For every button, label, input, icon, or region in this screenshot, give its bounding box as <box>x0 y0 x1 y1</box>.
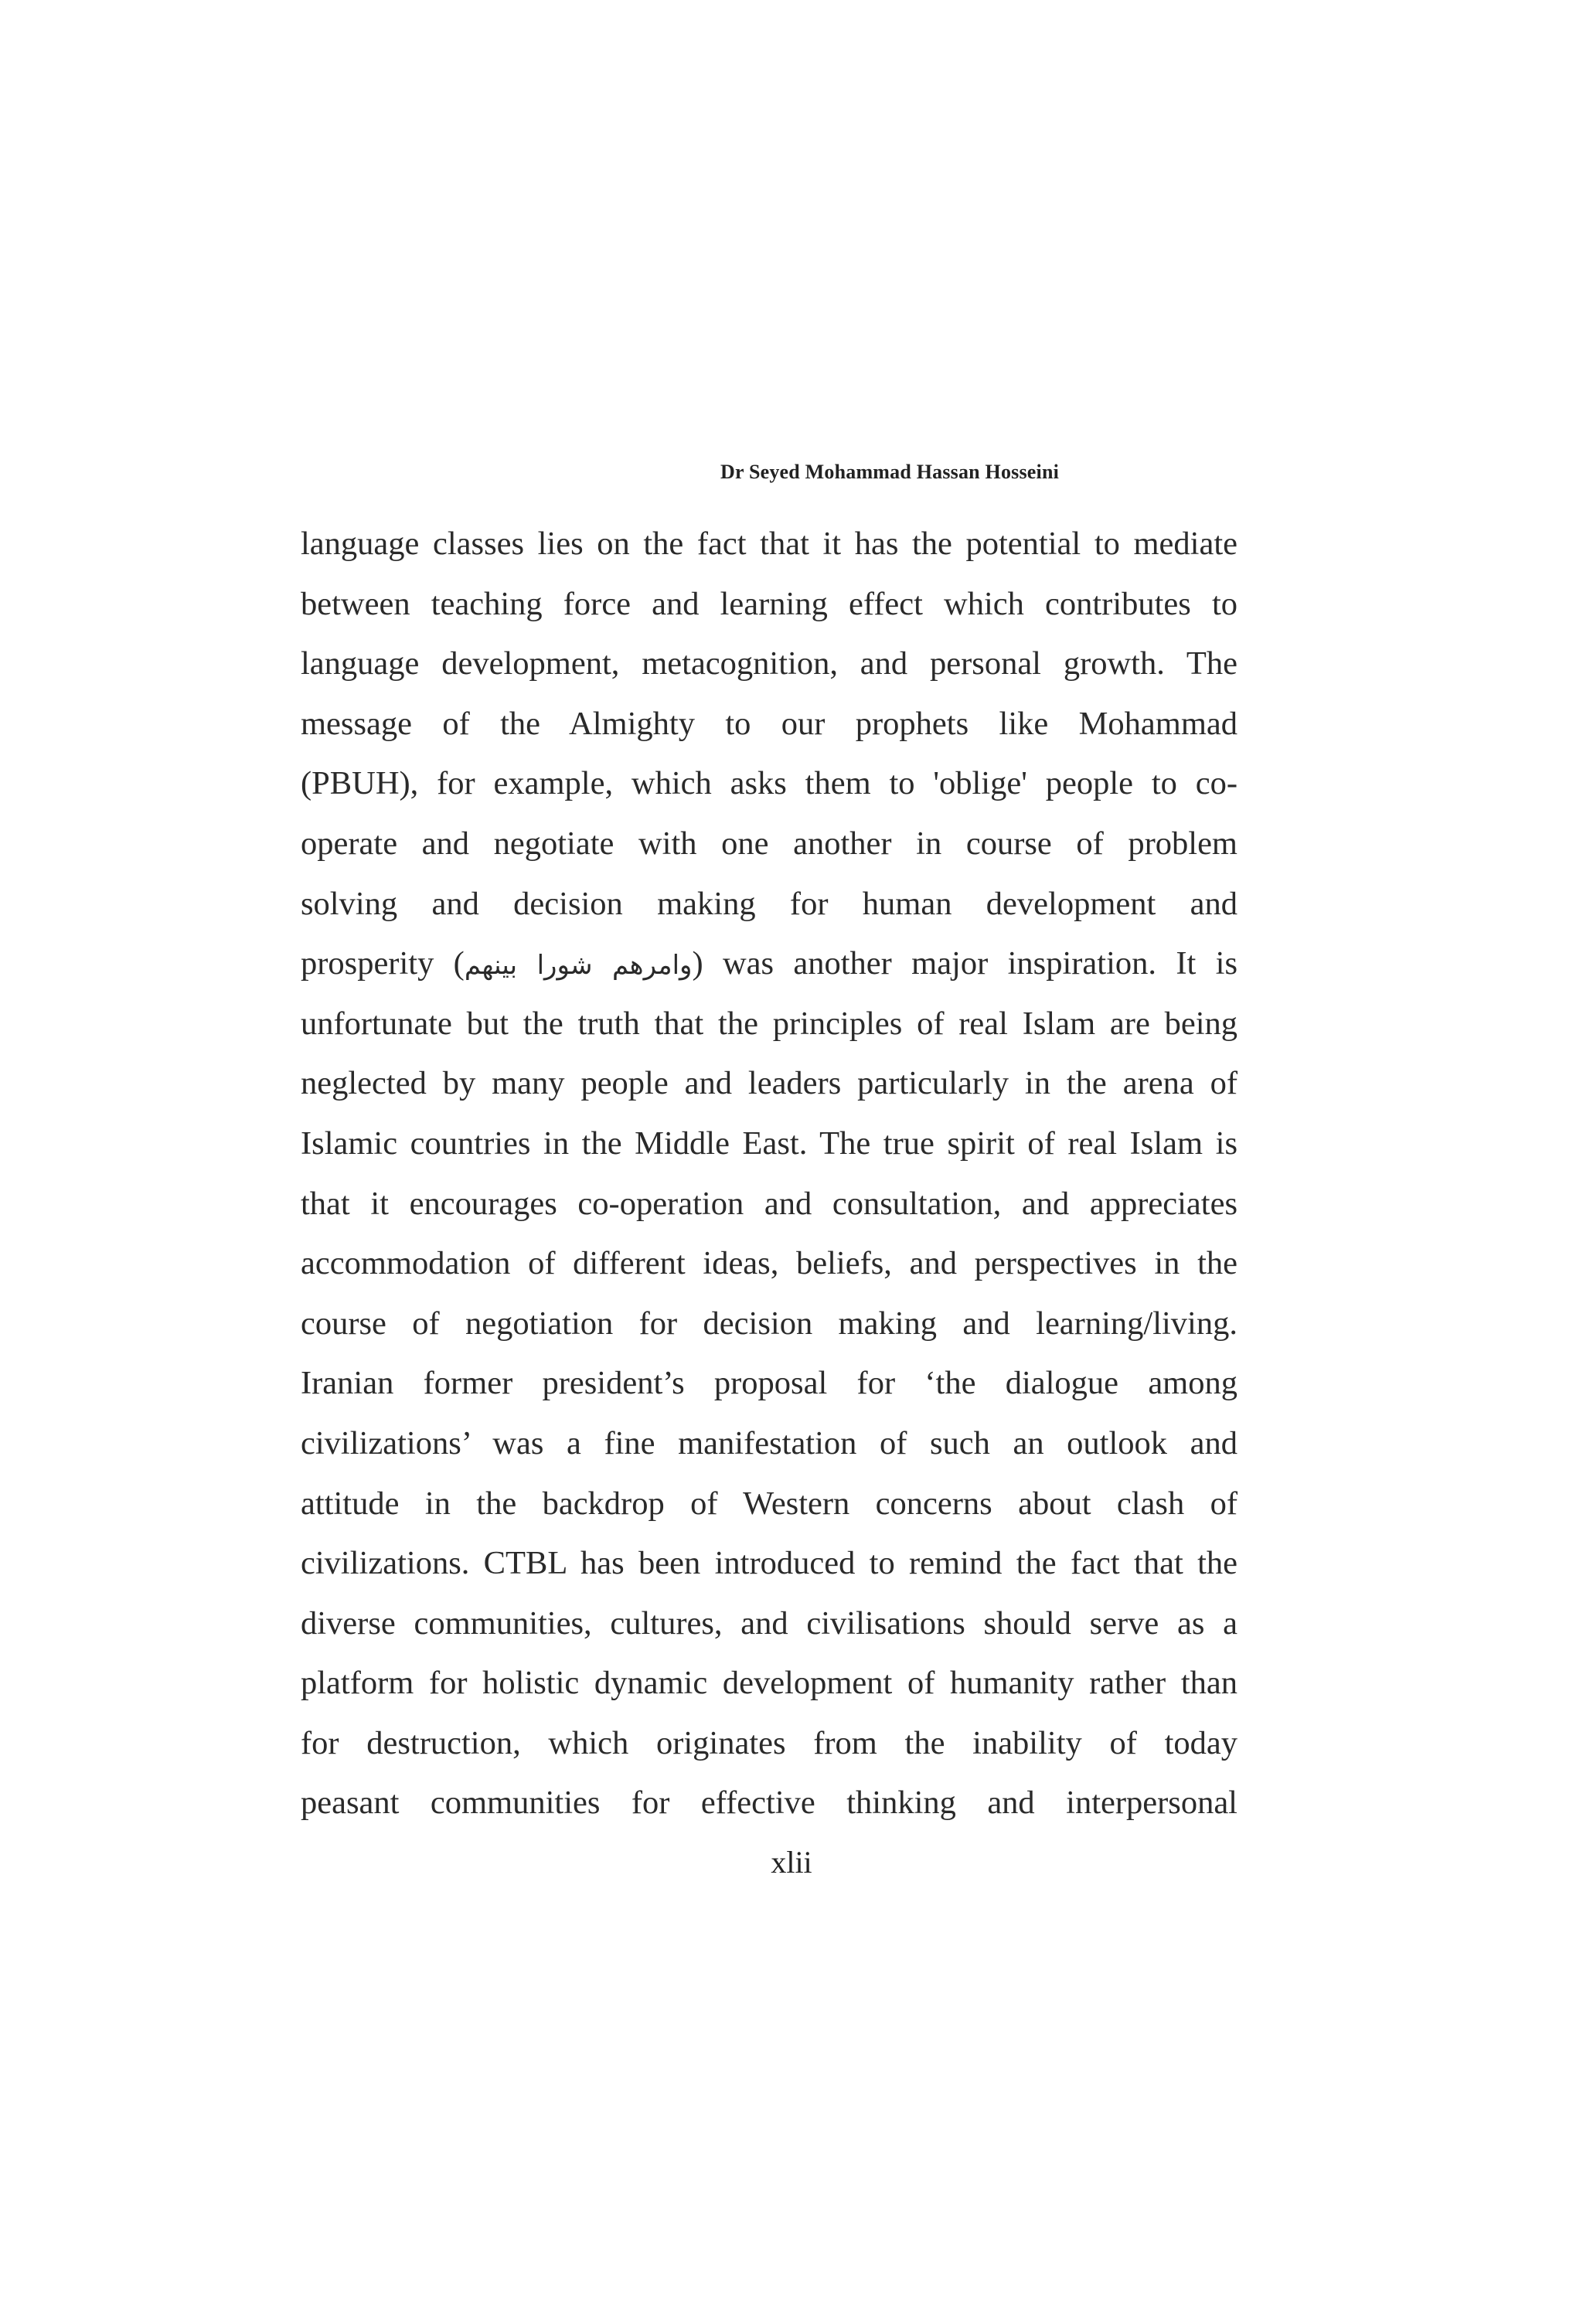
text-line: for destruction, which originates from the inability of today <box>301 1724 1237 1761</box>
text-line: solving and decision making for human development and <box>301 885 1237 922</box>
text-line: attitude in the backdrop of Western concerns about clash of <box>301 1485 1237 1522</box>
page-number: xlii <box>771 1845 812 1880</box>
text-line: Iranian former president’s proposal for ‘the dialogue among <box>301 1365 1237 1402</box>
arabic-quote: وامرهم شورا بينهم <box>464 950 693 982</box>
text-line: civilizations. CTBL has been introduced to remind the fact that the <box>301 1545 1237 1582</box>
text-line: Islamic countries in the Middle East. The true spirit of real Islam is <box>301 1125 1237 1162</box>
text-line: language development, metacognition, and personal growth. The <box>301 645 1237 682</box>
text-line-with-arabic <box>301 934 1237 994</box>
text-line: accommodation of different ideas, beliefs, and perspectives in the <box>301 1245 1237 1282</box>
running-header-author: Dr Seyed Mohammad Hassan Hosseini <box>720 461 1060 483</box>
text-line: unfortunate but the truth that the principles of real Islam are being <box>301 1005 1237 1042</box>
text-line: between teaching force and learning effect which contributes to <box>301 585 1237 622</box>
body-paragraph <box>301 514 1237 1833</box>
text-line: (PBUH), for example, which asks them to 'oblige' people to co- <box>301 765 1237 802</box>
text-line: message of the Almighty to our prophets like Mohammad <box>301 705 1237 742</box>
text-line: course of negotiation for decision making and learning/living. <box>301 1305 1237 1342</box>
text-line: that it encourages co-operation and consultation, and appreciates <box>301 1185 1237 1222</box>
text-line: diverse communities, cultures, and civilisations should serve as a <box>301 1604 1237 1642</box>
text-line: language classes lies on the fact that it has the potential to mediate <box>301 526 1237 562</box>
text-line: neglected by many people and leaders particularly in the arena of <box>301 1065 1237 1102</box>
text-segment: prosperity ( <box>301 945 465 982</box>
text-line: operate and negotiate with one another in course of problem <box>301 825 1237 862</box>
text-line: civilizations’ was a fine manifestation of such an outlook and <box>301 1424 1237 1461</box>
text-line: peasant communities for effective thinking and interpersonal <box>301 1785 1237 1822</box>
text-segment: ) was another major inspiration. It is <box>692 945 1237 982</box>
text-line: platform for holistic dynamic development of humanity rather than <box>301 1665 1237 1702</box>
